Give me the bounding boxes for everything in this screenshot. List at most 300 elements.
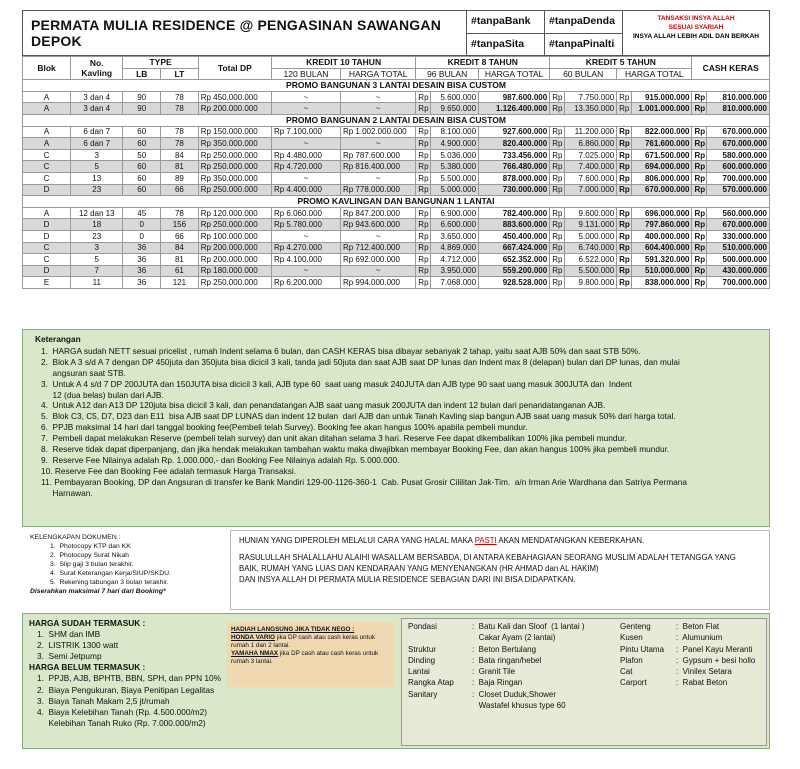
excluded-item: 1. PPJB, AJB, BPHTB, BBN, SPH, dan PPN 10% xyxy=(37,673,221,684)
table-cell: Rp 6.060.000 xyxy=(271,207,340,219)
table-cell: D xyxy=(23,230,71,242)
table-cell: 667.424.000 xyxy=(479,242,550,254)
table-cell: ~ xyxy=(340,138,415,150)
spec-row xyxy=(408,689,760,700)
table-cell: 36 xyxy=(123,277,161,289)
col-harga-total-5: HARGA TOTAL xyxy=(617,68,692,80)
spec-value: : Batu Kali dan Sloof (1 lantai ) xyxy=(472,622,585,631)
table-cell: 450.400.000 xyxy=(479,230,550,242)
table-cell: Rp xyxy=(550,254,565,266)
table-cell: ~ xyxy=(340,172,415,184)
table-cell: C xyxy=(23,149,71,161)
table-cell: Rp xyxy=(416,172,431,184)
table-cell: E xyxy=(23,277,71,289)
table-cell: ~ xyxy=(340,103,415,115)
table-cell: 6.600.000 xyxy=(430,219,478,231)
table-cell: Rp 847.200.000 xyxy=(340,207,415,219)
table-cell: Rp 5.780.000 xyxy=(271,219,340,231)
col-blok: Blok xyxy=(23,57,71,80)
keterangan-item: 6. PPJB maksimal 14 hari dari tanggal booking fee(Pembeli telah Survey). Booking fee akan hangus 100% apabila pembeli mundur. xyxy=(41,422,528,433)
table-cell: 430.000.000 xyxy=(707,265,770,277)
included-list xyxy=(29,629,229,662)
table-row xyxy=(23,149,770,161)
table-cell: Rp xyxy=(416,242,431,254)
keterangan-item: 8. Reserve tidak dapat diperpanjang, dan jika hendak melakukan tambahan waktu maka diwajibkan membayar Booking Fee, dan akan hangus 100% jika pembeli mundur. xyxy=(41,444,670,455)
spec-value: Cakar Ayam (2 lantai) xyxy=(472,633,556,643)
spec-value: : Panel Kayu Meranti xyxy=(676,644,753,654)
table-cell: ~ xyxy=(271,91,340,103)
document-item: 4. Surat Keterangan Kerja/SIUP/SKDU. xyxy=(50,570,171,577)
table-cell: Rp 350.000.000 xyxy=(198,138,271,150)
table-cell: 7.068.000 xyxy=(430,277,478,289)
table-cell: 6.860.000 xyxy=(564,138,616,150)
table-cell: 11.200.000 xyxy=(564,126,616,138)
spec-row xyxy=(408,700,760,711)
hadith-box xyxy=(230,530,770,610)
table-cell: 11 xyxy=(71,277,123,289)
table-cell: 670.000.000 xyxy=(707,126,770,138)
col-kredit-10: KREDIT 10 TAHUN xyxy=(271,57,415,69)
col-harga-total-8: HARGA TOTAL xyxy=(479,68,550,80)
table-cell: 13.350.000 xyxy=(564,103,616,115)
table-cell: 3.950.000 xyxy=(430,265,478,277)
spec-row xyxy=(408,632,760,643)
table-cell: 9.800.000 xyxy=(564,277,616,289)
keterangan-title: Keterangan xyxy=(35,334,81,344)
col-120-bulan: 120 BULAN xyxy=(271,68,340,80)
table-cell: 7.600.000 xyxy=(564,172,616,184)
excluded-item: 4. Biaya Kelebihan Tanah (Rp. 4.500.000/m2) xyxy=(37,706,208,717)
table-cell: Rp 4.480.000 xyxy=(271,149,340,161)
table-cell: 0 xyxy=(123,219,161,231)
table-cell: 6.900.000 xyxy=(430,207,478,219)
table-cell: 9.600.000 xyxy=(564,207,616,219)
table-cell: 4.869.000 xyxy=(430,242,478,254)
table-cell: 0 xyxy=(123,230,161,242)
table-cell: 3 dan 4 xyxy=(71,103,123,115)
table-cell: 89 xyxy=(161,172,199,184)
table-cell: 81 xyxy=(161,161,199,173)
table-row xyxy=(23,184,770,196)
table-cell: 36 xyxy=(123,265,161,277)
keterangan-item: Harnawan. xyxy=(41,487,93,498)
table-cell: Rp xyxy=(416,265,431,277)
table-cell: C xyxy=(23,242,71,254)
bonus-title: HADIAH LANGSUNG JIKA TIDAK NEGO : xyxy=(231,626,355,633)
excluded-item: Kelebihan Tanah Ruko (Rp. 7.000.000/m2) xyxy=(37,717,206,728)
table-row xyxy=(23,91,770,103)
table-cell: Rp 4.270.000 xyxy=(271,242,340,254)
spec-value: : Vinilex Setara xyxy=(676,667,732,677)
table-cell: Rp xyxy=(692,265,707,277)
table-cell: 591.320.000 xyxy=(631,254,692,266)
table-cell: Rp xyxy=(416,138,431,150)
table-cell: Rp xyxy=(617,230,632,242)
tag-tanpa-bank: #tanpaBank xyxy=(467,11,545,34)
table-cell: 838.000.000 xyxy=(631,277,692,289)
table-cell: Rp xyxy=(416,126,431,138)
spec-value: : Rabat Beton xyxy=(676,678,728,688)
table-cell: 9.650.000 xyxy=(430,103,478,115)
table-cell: 8.100.000 xyxy=(430,126,478,138)
table-cell: Rp xyxy=(550,91,565,103)
table-cell: 78 xyxy=(161,138,199,150)
col-cash-keras: CASH KERAS xyxy=(692,57,770,80)
table-cell: Rp xyxy=(617,172,632,184)
table-cell: 36 xyxy=(123,254,161,266)
col-harga-total-10: HARGA TOTAL xyxy=(340,68,415,80)
table-cell: Rp 250.000.000 xyxy=(198,161,271,173)
table-cell: 604.400.000 xyxy=(631,242,692,254)
table-cell: Rp xyxy=(692,138,707,150)
excluded-item: 3. Biaya Tanah Makam 2,5 jt/rumah xyxy=(37,695,170,706)
table-cell: 5.500.000 xyxy=(564,265,616,277)
table-cell: 5.036.000 xyxy=(430,149,478,161)
table-cell: Rp xyxy=(692,103,707,115)
table-cell: Rp 200.000.000 xyxy=(198,103,271,115)
table-cell: 915.000.000 xyxy=(631,91,692,103)
table-cell: Rp xyxy=(692,207,707,219)
table-cell: 1.126.400.000 xyxy=(479,103,550,115)
col-type: TYPE xyxy=(123,57,198,69)
table-cell: 84 xyxy=(161,149,199,161)
col-kredit-5: KREDIT 5 TAHUN xyxy=(550,57,692,69)
table-cell: Rp xyxy=(550,219,565,231)
included-title: HARGA SUDAH TERMASUK : xyxy=(29,618,146,628)
table-cell: 23 xyxy=(71,184,123,196)
table-cell: Rp xyxy=(416,207,431,219)
table-cell: A xyxy=(23,138,71,150)
table-cell: 6 dan 7 xyxy=(71,138,123,150)
included-item: 1. SHM dan IMB xyxy=(37,629,101,640)
spec-row xyxy=(408,644,760,655)
table-cell: Rp 994.000.000 xyxy=(340,277,415,289)
table-cell: Rp 250.000.000 xyxy=(198,184,271,196)
table-cell: C xyxy=(23,254,71,266)
table-cell: 60 xyxy=(123,138,161,150)
table-cell: 6 dan 7 xyxy=(71,126,123,138)
table-cell: 61 xyxy=(161,265,199,277)
table-cell: 7.750.000 xyxy=(564,91,616,103)
table-cell: Rp 7.100.000 xyxy=(271,126,340,138)
col-96-bulan: 96 BULAN xyxy=(416,68,479,80)
table-cell: 90 xyxy=(123,91,161,103)
table-cell: Rp xyxy=(550,265,565,277)
table-cell: Rp xyxy=(617,242,632,254)
table-cell: Rp 816.400.000 xyxy=(340,161,415,173)
spec-label xyxy=(408,700,472,711)
spec-row xyxy=(408,655,760,666)
table-cell: 12 dan 13 xyxy=(71,207,123,219)
table-cell: Rp 150.000.000 xyxy=(198,126,271,138)
table-cell: Rp xyxy=(416,184,431,196)
table-cell: ~ xyxy=(340,91,415,103)
table-cell: 6.740.000 xyxy=(564,242,616,254)
table-cell: 927.600.000 xyxy=(479,126,550,138)
table-cell: ~ xyxy=(271,265,340,277)
spec-label: Struktur xyxy=(408,644,437,654)
excluded-item: 2. Biaya Pengukuran, Biaya Penitipan Legalitas xyxy=(37,684,215,695)
hadith-line-4: DAN INSYA ALLAH DI PERMATA MULIA RESIDENCE SEBAGIAN DARI INI BISA DIDAPATKAN. xyxy=(239,575,576,584)
table-cell: Rp 200.000.000 xyxy=(198,242,271,254)
col-total-dp: Total DP xyxy=(198,57,271,80)
spec-label: Dinding xyxy=(408,655,436,665)
table-cell: Rp xyxy=(692,149,707,161)
table-cell: 510.000.000 xyxy=(707,242,770,254)
table-cell: 60 xyxy=(123,126,161,138)
spec-label: Sanitary xyxy=(408,689,438,699)
table-body xyxy=(23,80,770,289)
spec-label: Pondasi xyxy=(408,622,437,631)
spec-value: : Granit Tile xyxy=(472,667,516,677)
table-cell: 1.001.000.000 xyxy=(631,103,692,115)
table-cell: 670.000.000 xyxy=(631,184,692,196)
spec-label xyxy=(620,689,676,700)
table-cell: Rp 180.000.000 xyxy=(198,265,271,277)
keterangan-item: 2. Blok A 3 s/d A 7 dengan DP 450juta dan 350juta bisa dicicil 3 kali, tanda jadi 50juta dan saat AJB saat DP lunas dan Indent max 8 (delapan) bulan dari DP lunas, dan mulai xyxy=(41,356,680,367)
table-row xyxy=(23,219,770,231)
table-cell: A xyxy=(23,207,71,219)
table-row xyxy=(23,103,770,115)
table-cell: 878.000.000 xyxy=(479,172,550,184)
table-cell: ~ xyxy=(271,103,340,115)
table-cell: Rp xyxy=(692,219,707,231)
table-cell: 3 xyxy=(71,149,123,161)
table-cell: Rp 787.600.000 xyxy=(340,149,415,161)
table-cell: 987.600.000 xyxy=(479,91,550,103)
spec-label xyxy=(408,632,472,643)
table-cell: 761.600.000 xyxy=(631,138,692,150)
table-cell: ~ xyxy=(340,265,415,277)
keterangan-item: 1. HARGA sudah NETT sesuai pricelist , rumah Indent selama 6 bulan, dan CASH KERAS bisa dibayar sebanyak 2 tahap, yaitu saat AJB 50% dan saat STB 50%. xyxy=(41,345,641,356)
spec-label: Cat xyxy=(620,667,633,677)
table-cell: A xyxy=(23,103,71,115)
table-cell: Rp xyxy=(550,138,565,150)
table-cell: 23 xyxy=(71,230,123,242)
table-row xyxy=(23,230,770,242)
table-cell: 700.000.000 xyxy=(707,277,770,289)
table-cell: Rp 6.200.000 xyxy=(271,277,340,289)
table-row xyxy=(23,207,770,219)
table-cell: Rp xyxy=(550,149,565,161)
spec-value: : Baja Ringan xyxy=(472,678,523,688)
keterangan-item: 5. Blok C3, C5, D7, D23 dan E11 bisa AJB saat DP LUNAS dan indent 12 bulan dari AJB dan untuk Tanah Kavling siap bangun AJB saat uang masuk 50% dari harga total. xyxy=(41,411,676,422)
col-kavling: No. Kavling xyxy=(71,57,123,80)
table-cell: PROMO BANGUNAN 3 LANTAI DESAIN BISA CUSTOM xyxy=(23,80,770,92)
table-cell: Rp 4.100.000 xyxy=(271,254,340,266)
table-cell: 694.000.000 xyxy=(631,161,692,173)
table-cell: Rp xyxy=(617,138,632,150)
table-cell: 3 dan 4 xyxy=(71,91,123,103)
table-cell: 330.000.000 xyxy=(707,230,770,242)
table-cell: 50 xyxy=(123,149,161,161)
table-cell: Rp xyxy=(692,230,707,242)
table-cell: 730.000.000 xyxy=(479,184,550,196)
table-cell: Rp 250.000.000 xyxy=(198,219,271,231)
table-cell: Rp 943.600.000 xyxy=(340,219,415,231)
table-cell: Rp xyxy=(550,277,565,289)
col-kredit-8: KREDIT 8 TAHUN xyxy=(416,57,550,69)
table-cell: 652.352.000 xyxy=(479,254,550,266)
table-cell: 4.900.000 xyxy=(430,138,478,150)
table-cell: Rp 692.000.000 xyxy=(340,254,415,266)
hadith-line-3: BAIK, RUMAH YANG LUAS DAN KENDARAAN YANG MENYENANGKAN (HR AHMAD dan AL HAKIM) xyxy=(239,564,599,573)
table-cell: Rp xyxy=(692,91,707,103)
table-cell: 66 xyxy=(161,230,199,242)
hadith-line-1: HUNIAN YANG DIPEROLEH MELALUI CARA YANG HALAL MAKA PASTI AKAN MENDATANGKAN KEBERKAHAN. xyxy=(239,536,645,545)
table-cell: 78 xyxy=(161,126,199,138)
table-cell: D xyxy=(23,184,71,196)
spec-row xyxy=(408,621,760,632)
tag-tanpa-denda: #tanpaDenda xyxy=(545,11,623,34)
table-cell: 156 xyxy=(161,219,199,231)
table-cell: Rp 4.720.000 xyxy=(271,161,340,173)
bonus-nmax: YAMAHA NMAX jika DP cash atau cash keras untuk rumah 3 lantai. xyxy=(231,650,379,665)
keterangan-box xyxy=(22,329,770,527)
excluded-list xyxy=(29,673,229,728)
documents-list xyxy=(30,542,214,587)
spec-value: : Beton Flat xyxy=(676,622,720,631)
syariah-text: INSYA ALLAH LEBIH ADIL DAN BERKAH xyxy=(632,33,760,40)
table-cell: 78 xyxy=(161,91,199,103)
table-cell: 78 xyxy=(161,103,199,115)
document-item: 3. Slip gaji 3 bulan terakhir. xyxy=(50,561,134,568)
table-cell: ~ xyxy=(271,172,340,184)
table-row xyxy=(23,138,770,150)
bonus-box xyxy=(227,622,395,687)
table-cell: Rp xyxy=(416,161,431,173)
keterangan-list xyxy=(35,346,757,499)
table-cell: Rp xyxy=(416,103,431,115)
table-cell: Rp 350.000.000 xyxy=(198,172,271,184)
table-cell: 671.500.000 xyxy=(631,149,692,161)
table-cell: Rp xyxy=(617,184,632,196)
table-cell: 6.522.000 xyxy=(564,254,616,266)
table-cell: 18 xyxy=(71,219,123,231)
hadith-line-2: RASULULLAH SHALALLAHU ALAIHI WASALLAM BERSABDA, DI ANTARA KEBAHAGIAAN SEORANG MUSLIM ADALAH TETANGGA YANG xyxy=(239,553,736,562)
table-row xyxy=(23,265,770,277)
document-item: 2. Photocopy Surat Nikah xyxy=(50,552,129,559)
table-cell: 5.000.000 xyxy=(564,230,616,242)
price-table xyxy=(22,56,770,289)
table-cell: 782.400.000 xyxy=(479,207,550,219)
table-cell: 60 xyxy=(123,172,161,184)
table-cell: 700.000.000 xyxy=(707,172,770,184)
table-cell: 559.200.000 xyxy=(479,265,550,277)
table-cell: 820.400.000 xyxy=(479,138,550,150)
bottom-box xyxy=(22,613,770,749)
table-cell: Rp 120.000.000 xyxy=(198,207,271,219)
table-cell: Rp xyxy=(416,254,431,266)
keterangan-item: 4. Untuk A12 dan A13 DP 120juta bisa dicicil 3 kali, dan penandatangan AJB saat uang masuk 200JUTA dan indent 12 bulan dari penandatanganan AJB. xyxy=(41,400,606,411)
table-cell: Rp 250.000.000 xyxy=(198,277,271,289)
table-cell: 5 xyxy=(71,161,123,173)
table-cell: Rp 200.000.000 xyxy=(198,254,271,266)
table-cell: Rp xyxy=(617,254,632,266)
table-cell: Rp xyxy=(550,103,565,115)
table-cell: Rp 712.400.000 xyxy=(340,242,415,254)
spec-label: Genteng xyxy=(620,622,651,631)
table-cell: 9.131.000 xyxy=(564,219,616,231)
table-cell: D xyxy=(23,265,71,277)
table-cell: 883.600.000 xyxy=(479,219,550,231)
table-cell: Rp xyxy=(617,277,632,289)
table-cell: Rp xyxy=(617,91,632,103)
table-cell: Rp xyxy=(416,230,431,242)
table-cell: A xyxy=(23,126,71,138)
table-cell: 66 xyxy=(161,184,199,196)
table-cell: 36 xyxy=(123,242,161,254)
table-cell: Rp xyxy=(617,161,632,173)
spec-label: Rangka Atap xyxy=(408,678,454,688)
spec-value: : Gypsum + besi hollo xyxy=(676,655,756,665)
syariah-sub: SESUAI SYARIAH xyxy=(668,24,724,31)
documents-footer: Diserahkan maksimal 7 hari dari Booking* xyxy=(30,588,166,595)
spec-row xyxy=(408,666,760,677)
table-cell: 928.528.000 xyxy=(479,277,550,289)
table-cell: Rp xyxy=(692,184,707,196)
table-cell: 810.000.000 xyxy=(707,91,770,103)
table-cell: 45 xyxy=(123,207,161,219)
keterangan-item: 12 (dua belas) bulan dari AJB. xyxy=(41,389,164,400)
table-cell: Rp xyxy=(617,149,632,161)
table-cell: 696.000.000 xyxy=(631,207,692,219)
table-cell: Rp xyxy=(617,219,632,231)
table-cell: Rp xyxy=(416,277,431,289)
price-inclusions xyxy=(29,618,229,729)
table-cell: 13 xyxy=(71,172,123,184)
syariah-title: TANSAKSI INSYA ALLAH xyxy=(657,15,735,22)
spec-value: : Beton Bertulang xyxy=(472,644,537,654)
table-cell: 580.000.000 xyxy=(707,149,770,161)
keterangan-item: 10. Reserve Fee dan Booking Fee adalah termasuk Harga Transaksi. xyxy=(41,465,297,476)
table-cell: Rp xyxy=(550,184,565,196)
table-cell: Rp xyxy=(692,172,707,184)
table-cell: PROMO BANGUNAN 2 LANTAI DESAIN BISA CUSTOM xyxy=(23,114,770,126)
table-cell: Rp xyxy=(550,172,565,184)
table-cell: 797.860.000 xyxy=(631,219,692,231)
table-cell: ~ xyxy=(340,230,415,242)
table-cell: ~ xyxy=(271,230,340,242)
table-cell: 5.380.000 xyxy=(430,161,478,173)
spec-label: Pintu Utama xyxy=(620,644,665,654)
table-cell: ~ xyxy=(271,138,340,150)
header xyxy=(22,10,770,56)
table-cell: C xyxy=(23,161,71,173)
table-cell: 90 xyxy=(123,103,161,115)
table-cell: 766.480.000 xyxy=(479,161,550,173)
table-cell: Rp 1.002.000.000 xyxy=(340,126,415,138)
table-cell: 7.025.000 xyxy=(564,149,616,161)
table-cell: Rp xyxy=(617,103,632,115)
table-cell: Rp xyxy=(692,126,707,138)
table-cell: 560.000.000 xyxy=(707,207,770,219)
specification-box xyxy=(401,618,767,746)
table-row xyxy=(23,161,770,173)
keterangan-item: 9. Reserve Fee Nilainya adalah Rp. 1.000.000,- dan Booking Fee Nilainya adalah Rp. 5.000.000. xyxy=(41,454,400,465)
spec-label: Carport xyxy=(620,678,647,688)
table-cell: 400.000.000 xyxy=(631,230,692,242)
table-cell: Rp xyxy=(692,242,707,254)
table-cell: 78 xyxy=(161,207,199,219)
table-cell: 500.000.000 xyxy=(707,254,770,266)
bonus-vario: HONDA VARIO jika DP cash atau cash keras untuk rumah 1 dan 2 lantai. xyxy=(231,634,376,649)
table-cell: 84 xyxy=(161,242,199,254)
table-cell: 806.000.000 xyxy=(631,172,692,184)
promo-row xyxy=(23,114,770,126)
spec-value: : Closet Duduk,Shower xyxy=(472,689,557,699)
table-cell: C xyxy=(23,172,71,184)
